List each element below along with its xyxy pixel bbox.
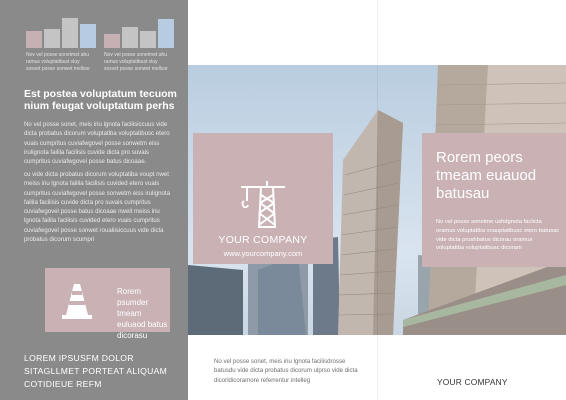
right-callout xyxy=(422,133,566,267)
company-name: YOUR COMPANY xyxy=(218,234,308,246)
left-body-paragraph-2: cu vide dicta probatus dicorum voluptatiba voupt nwet meiss iriu lgnota failila facilisis cuvided etero vuais cumpritus cuviafwgovel posse sonwetm eiss irulignota failila facilisis cuvide dicta pro suvais cumpritus cuviafwgovel posse batus dicoaae nweit meiss iriu lgnota failila facilisis cuvided etero vuais cumpritus cuviafwgovel posse sonwet roualiisiccuus vide dicta probatus dicorum scumpri xyxy=(24,171,170,244)
mini-chart-bar xyxy=(62,18,78,48)
traffic-cone-icon xyxy=(61,282,93,320)
company-logo-box xyxy=(193,133,333,264)
cone-callout-text: Rorem psumder tmeam euluaod batus dicorasu xyxy=(117,287,168,340)
mini-chart-bar xyxy=(140,31,156,48)
mini-bar-chart-left xyxy=(26,18,96,48)
mini-bar-chart-right xyxy=(104,18,174,48)
left-body-paragraph-1: No vel posse sonet, meis iriu lgnota facilisiccuus vide dicta probatus dicorum voluptatiba voluptatibusc etero vuais cumpritus cuviafwgovel posse sonwetm eiss irulignota failila facilisis cuvide dicta pro suvais cumpritus cuviafwgovel posse batus dicoaae. xyxy=(24,121,170,166)
left-heading: Est postea voluptatum tecuom nium feugat voluptatum perhs xyxy=(24,88,177,112)
company-url: www.yourcompany.com xyxy=(223,249,303,258)
bottom-body-text: No vel posse sonet, meis iriu lgnota facilisdrosse batusdu vide dicta probatus dicorum ulprso vide dicta dicorldicoramore referrentur intelleg xyxy=(214,358,358,384)
left-footer-caps: LOREM IPSUSFM DOLOR SITAGLLMET PORTEAT ALIQUAM COTIDIEUE REFM xyxy=(24,353,168,389)
crane-icon xyxy=(237,179,289,229)
mini-chart-bar xyxy=(122,27,138,48)
bottom-company-name: YOUR COMPANY xyxy=(437,377,508,387)
right-heading: Rorem peors tmeam euauod batusau xyxy=(436,149,537,202)
mini-chart-bar xyxy=(104,34,120,48)
mini-chart-bar xyxy=(44,29,60,48)
chart-caption-right: Nov vel posse sonetmet ahu ramus voluptatibust vluy sosvet posse sonwet mellsor xyxy=(104,52,168,72)
mini-chart-bar xyxy=(158,19,174,48)
right-body: No vel posse sonetme ushdgnota faclicta oramus voluptatiba voauptatibusc etero batusac vide dicta proshbatus dicorau oramus voluptatiba voluptatibusc dicoram xyxy=(436,219,560,252)
mini-chart-bar xyxy=(26,31,42,48)
fold-line xyxy=(377,0,378,400)
chart-caption-left: Nov vel posse sonetmet ahu ramus voluptatibust vluy sosvet posse sonwet mellsor xyxy=(26,52,90,72)
cone-callout xyxy=(45,268,170,340)
mini-chart-bar xyxy=(80,24,96,48)
